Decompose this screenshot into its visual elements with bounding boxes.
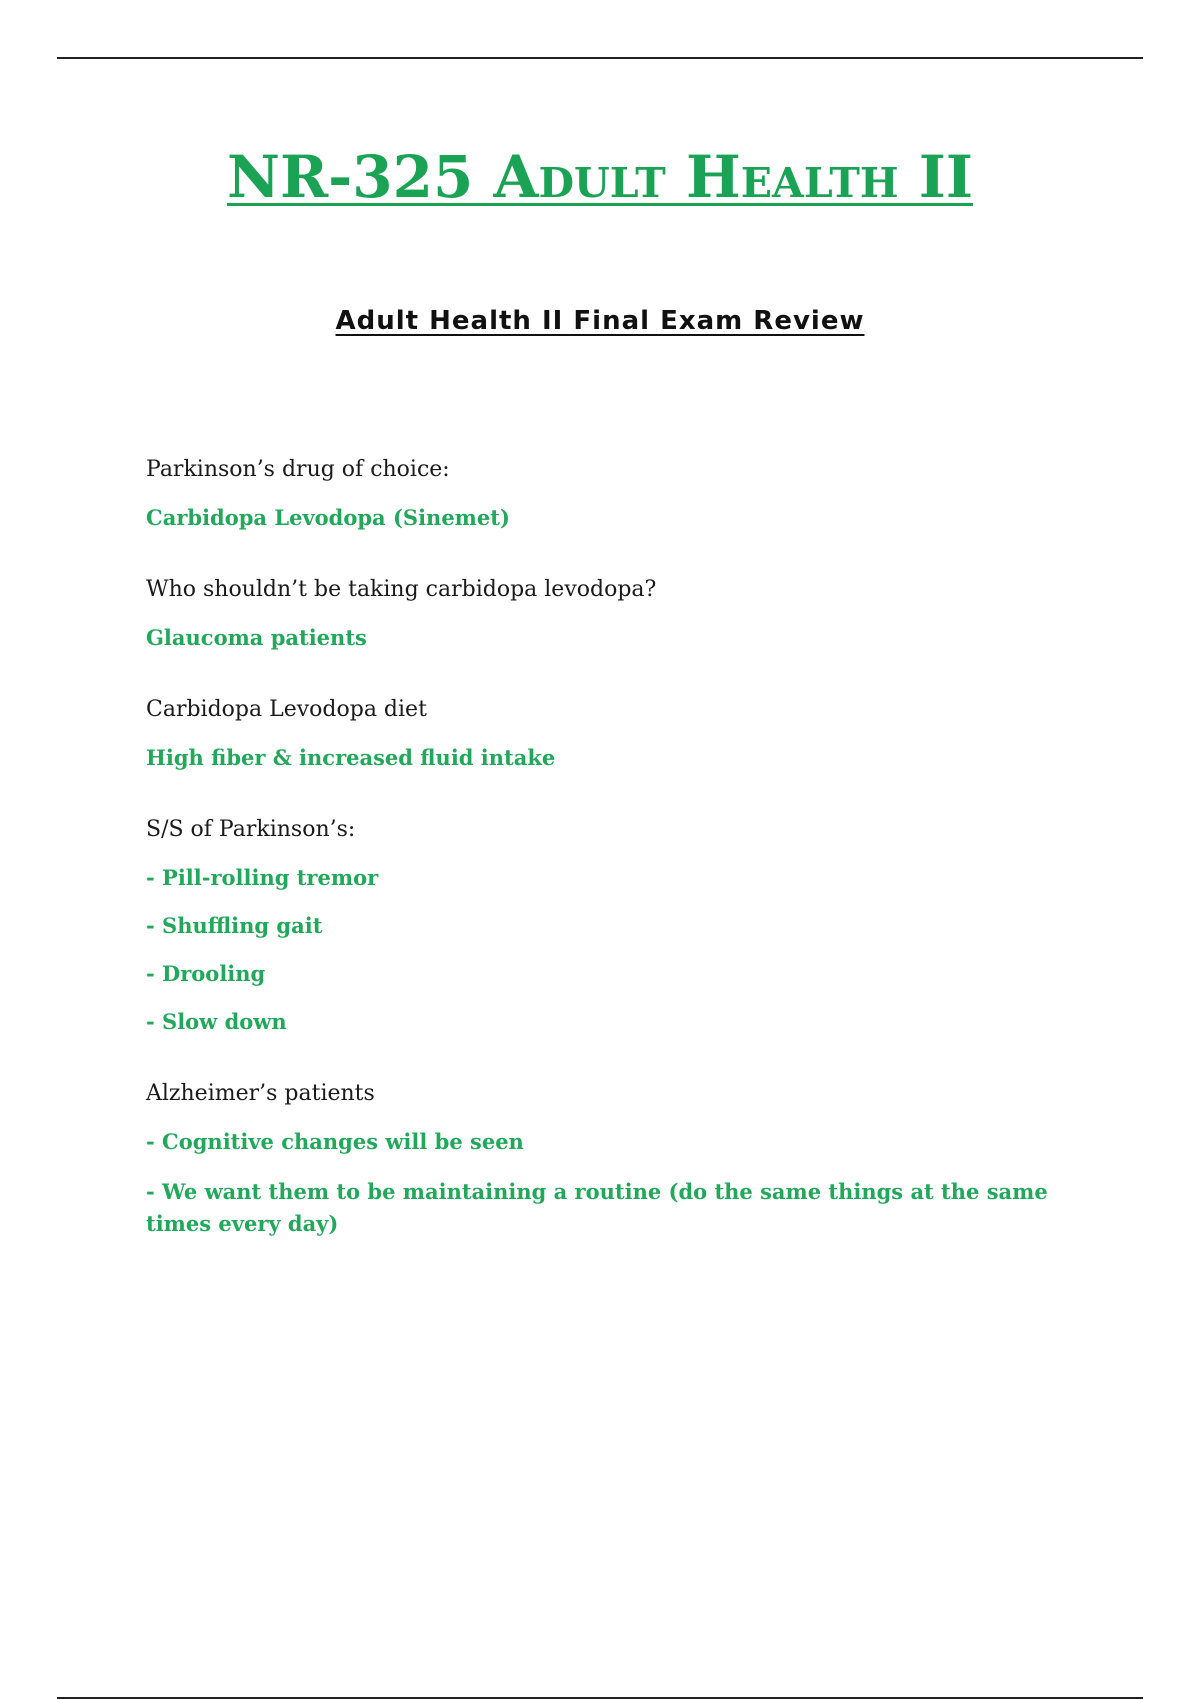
answer-text: Glaucoma patients	[146, 625, 367, 650]
answer-list-item: - Drooling	[146, 961, 266, 986]
qa-section-drug-of-choice	[146, 456, 1086, 532]
answer-list-item: - Slow down	[146, 1009, 287, 1034]
qa-section-alzheimers	[146, 1080, 1086, 1240]
answer-list-item: - We want them to be maintaining a routine (do the same things at the same times every day)	[146, 1179, 1048, 1236]
answer-list-item: - Cognitive changes will be seen	[146, 1129, 524, 1154]
answer-text: Carbidopa Levodopa (Sinemet)	[146, 505, 510, 530]
question-text: Parkinson’s drug of choice:	[146, 457, 450, 482]
document-title: NR-325 Adult Health II	[226, 143, 974, 211]
top-rule	[57, 57, 1143, 59]
bottom-rule	[57, 1697, 1143, 1699]
question-text: Carbidopa Levodopa diet	[146, 697, 427, 722]
qa-section-diet	[146, 696, 1086, 772]
question-text: Alzheimer’s patients	[146, 1081, 375, 1106]
title-container	[0, 143, 1200, 211]
document-subtitle: Adult Health II Final Exam Review	[335, 306, 865, 336]
answer-text: High fiber & increased fluid intake	[146, 745, 556, 770]
answer-list-item: - Pill-rolling tremor	[146, 865, 379, 890]
subtitle-container	[0, 308, 1200, 334]
question-text: Who shouldn’t be taking carbidopa levodopa?	[146, 577, 657, 602]
qa-section-symptoms	[146, 816, 1086, 1036]
question-text: S/S of Parkinson’s:	[146, 817, 356, 842]
qa-section-contraindication	[146, 576, 1086, 652]
review-content	[146, 456, 1086, 1284]
answer-list-item: - Shuffling gait	[146, 913, 323, 938]
